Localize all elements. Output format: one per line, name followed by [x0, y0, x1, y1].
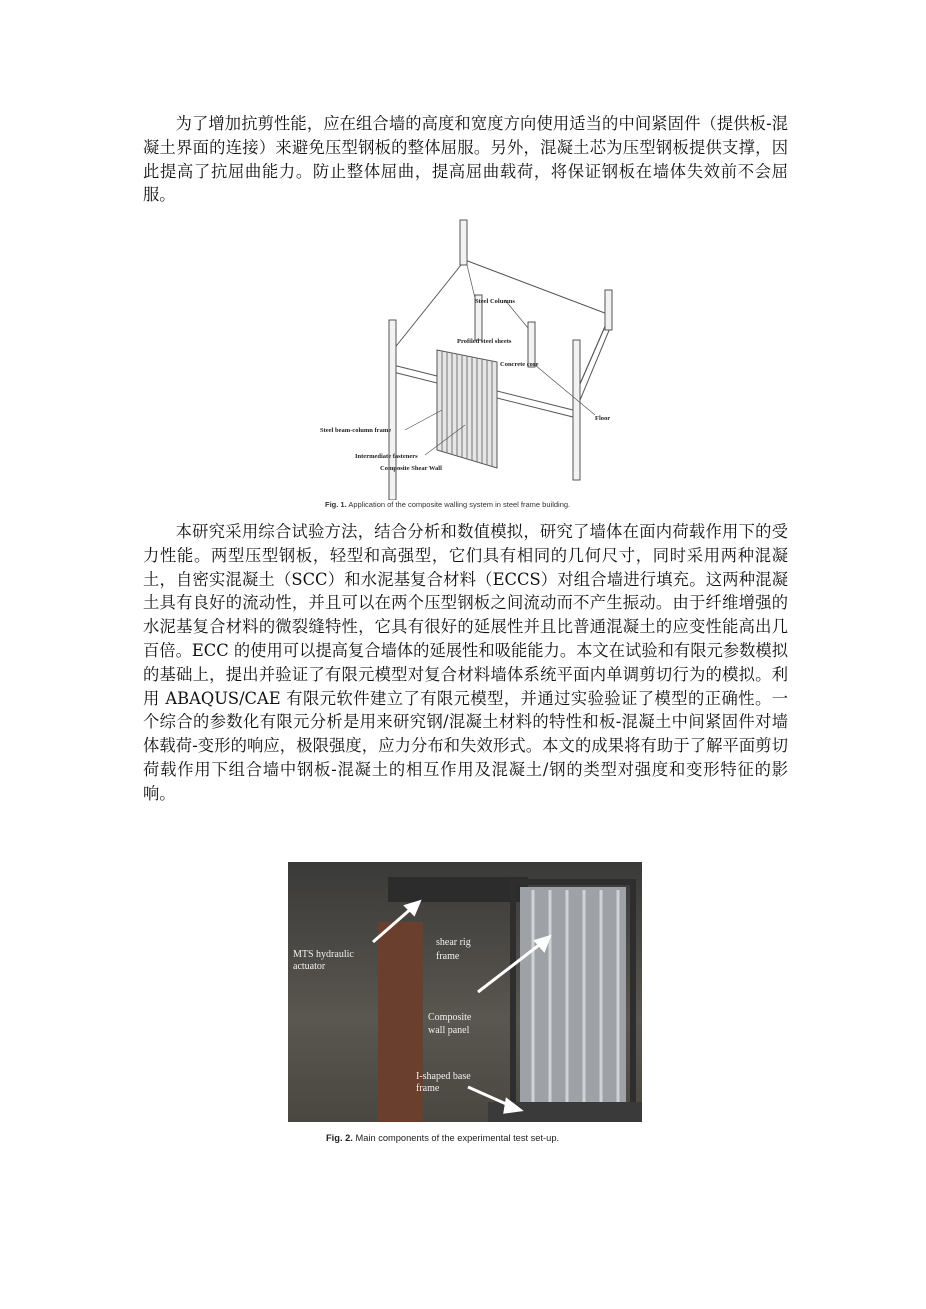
paragraph-2: 本研究采用综合试验方法，结合分析和数值模拟，研究了墙体在面内荷载作用下的受力性能。两型压型钢板，轻型和高强型，它们具有相同的几何尺寸，同时采用两种混凝土，自密实混凝土（SCC）和水泥基复合材料（ECCS）对组合墙进行填充。这两种混凝土具有良好的流动性，并且可以在两个压型钢板之间流动而不产生振动。由于纤维增强的水泥基复合材料的微裂缝特性，它具有很好的延展性并且比普通混凝土的应变性能高出几百倍。ECC 的使用可以提高复合墙体的延展性和吸能能力。本文在试验和有限元参数模拟的基础上，提出并验证了有限元模型对复合材料墙体系统平面内单调剪切行为的模拟。利用 ABAQUS/CAE 有限元软件建立了有限元模型，并通过实验验证了模型的正确性。一个综合的参数化有限元分析是用来研究钢/混凝土材料的特性和板-混凝土中间紧固件对墙体载荷-变形的响应，极限强度，应力分布和失效形式。本文的成果将有助于了解平面剪切荷载作用下组合墙中钢板-混凝土的相互作用及混凝土/钢的类型对强度和变形特征的影响。 — [143, 522, 788, 803]
label-rig-2: frame — [436, 951, 460, 962]
figure-1-caption-text: Application of the composite walling system in steel frame building. — [348, 500, 571, 509]
figure-1-diagram — [305, 210, 625, 500]
figure-2-caption-text: Main components of the experimental test set-up. — [355, 1133, 560, 1143]
label-fasteners: Intermediate fasteners — [355, 453, 418, 460]
figure-1-caption — [325, 500, 625, 509]
label-beam-column: Steel beam-column frame — [320, 427, 392, 434]
figure-2-caption — [326, 1133, 626, 1143]
paragraph-1: 为了增加抗剪性能，应在组合墙的高度和宽度方向使用适当的中间紧固件（提供板-混凝土界面的连接）来避免压型钢板的整体屈服。另外，混凝土芯为压型钢板提供支撑，因此提高了抗屈曲能力。防止整体屈曲，提高屈曲载荷，将保证钢板在墙体失效前不会屈服。 — [143, 114, 788, 205]
figure-1-caption-label: Fig. 1. — [325, 500, 347, 509]
label-actuator-2: actuator — [293, 961, 326, 972]
label-floor: Floor — [595, 415, 611, 422]
label-wall-2: wall panel — [428, 1025, 470, 1036]
label-base-2: frame — [416, 1083, 440, 1094]
label-wall-1: Composite — [428, 1012, 472, 1023]
label-base-1: I-shaped base — [416, 1071, 471, 1082]
figure-2-photo — [288, 862, 642, 1122]
label-actuator-1: MTS hydraulic — [293, 949, 354, 960]
floor-edge — [393, 260, 465, 350]
label-profiled-sheets: Profiled steel sheets — [457, 338, 512, 345]
label-shear-wall: Composite Shear Wall — [380, 465, 442, 472]
label-concrete-core: Concrete core — [500, 361, 539, 368]
label-rig-1: shear rig — [436, 937, 471, 948]
figure-2-caption-label: Fig. 2. — [326, 1133, 353, 1143]
label-steel-columns: Steel Columns — [475, 298, 515, 305]
